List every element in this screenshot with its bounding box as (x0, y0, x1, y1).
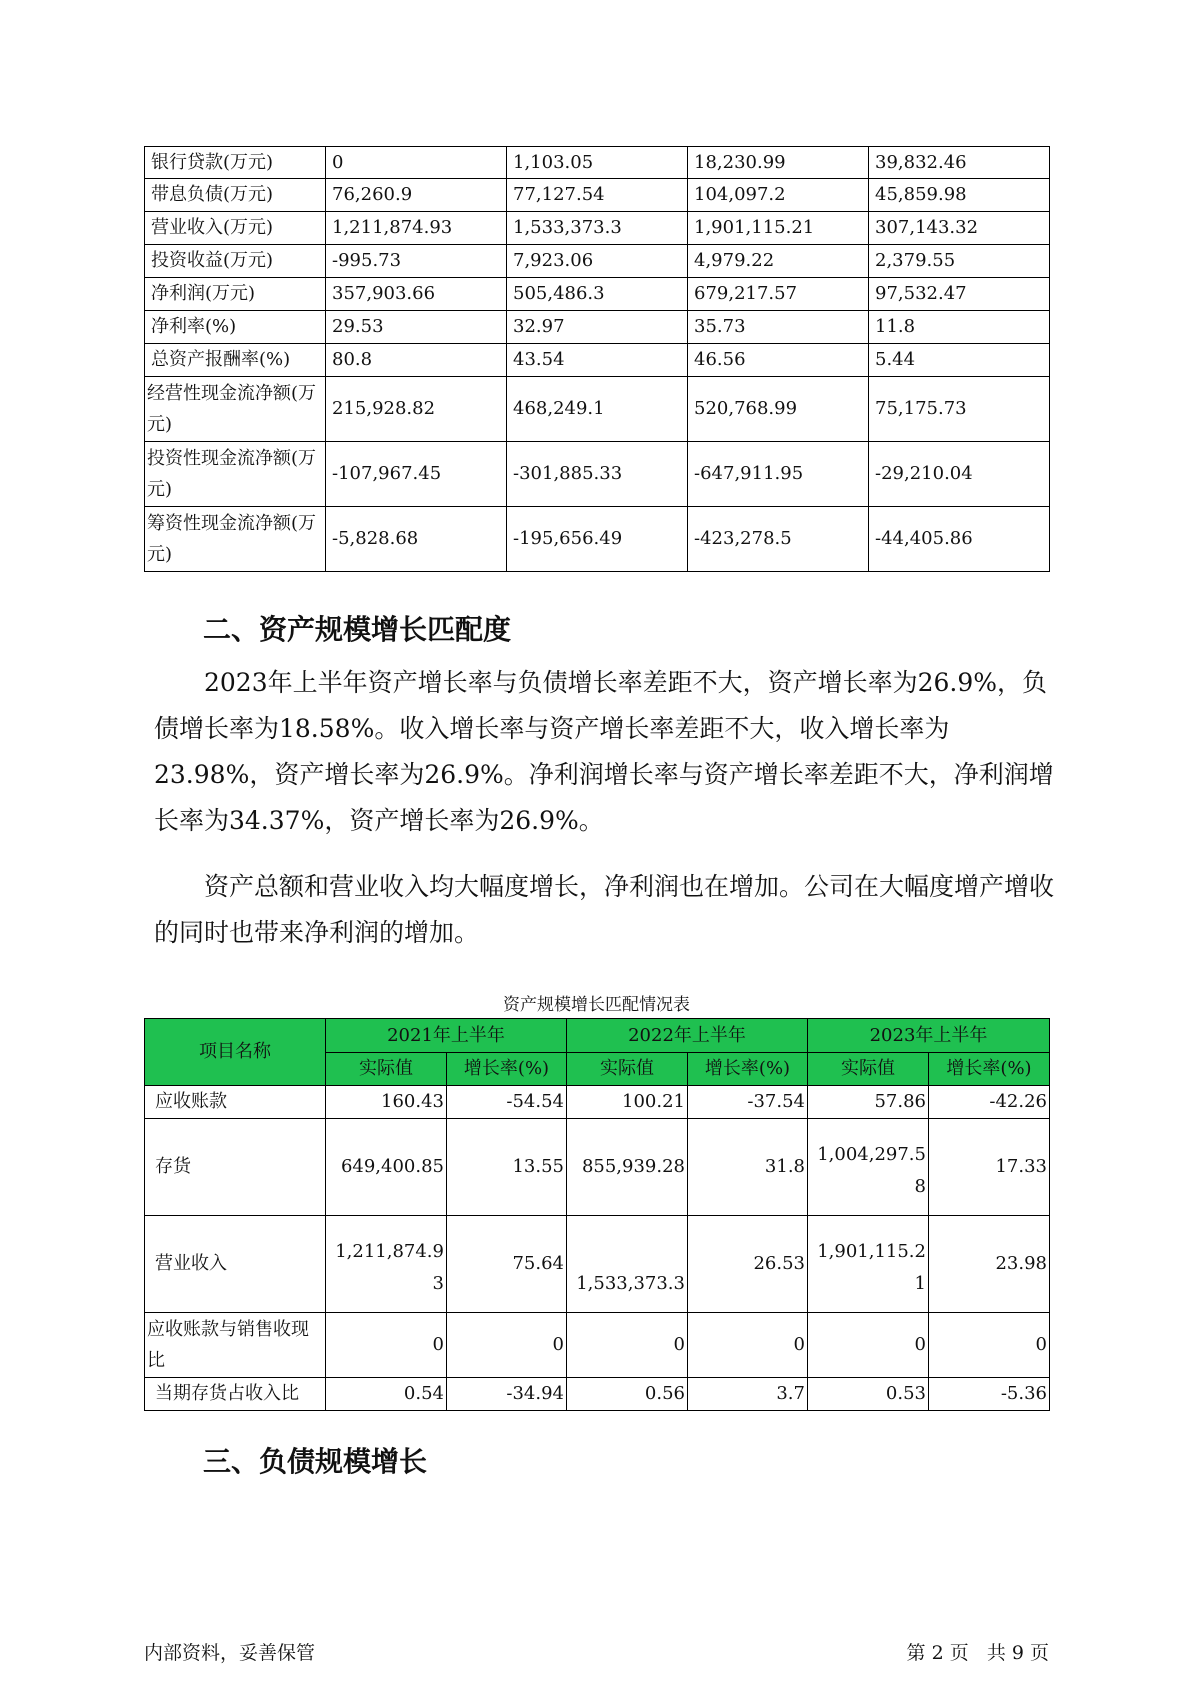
cell: 1,211,874.93 (326, 212, 507, 245)
row-label: 投资收益(万元) (145, 245, 326, 278)
cell: 17.33 (929, 1119, 1050, 1216)
row-label: 筹资性现金流净额(万元) (145, 507, 326, 572)
header-period: 2021年上半年 (326, 1019, 567, 1053)
cell: 0.56 (567, 1378, 688, 1411)
header-actual: 实际值 (567, 1053, 688, 1086)
cell: 1,211,874.93 (326, 1216, 447, 1313)
cell: -301,885.33 (507, 442, 688, 507)
cell: 7,923.06 (507, 245, 688, 278)
table-row (145, 311, 1050, 344)
header-actual: 实际值 (808, 1053, 929, 1086)
row-label: 经营性现金流净额(万元) (145, 377, 326, 442)
cell: 100.21 (567, 1086, 688, 1119)
table-row (145, 1313, 1050, 1378)
cell: 43.54 (507, 344, 688, 377)
cell: 11.8 (869, 311, 1050, 344)
cell: 31.8 (688, 1119, 808, 1216)
header-item-name: 项目名称 (145, 1019, 326, 1086)
footer-confidential: 内部资料，妥善保管 (144, 1642, 316, 1664)
table-row (145, 212, 1050, 245)
cell: 649,400.85 (326, 1119, 447, 1216)
cell: 0 (929, 1313, 1050, 1378)
cell: 39,832.46 (869, 147, 1050, 179)
cell: 0 (447, 1313, 567, 1378)
cell: 0.54 (326, 1378, 447, 1411)
cell: 0 (326, 147, 507, 179)
cell: 855,939.28 (567, 1119, 688, 1216)
cell: 57.86 (808, 1086, 929, 1119)
body-paragraph: 资产总额和营业收入均大幅度增长，净利润也在增加。公司在大幅度增产增收的同时也带来净利润的增加。 (154, 872, 1055, 947)
table-row (145, 344, 1050, 377)
cell: 5.44 (869, 344, 1050, 377)
cell: -107,967.45 (326, 442, 507, 507)
header-period: 2023年上半年 (808, 1019, 1050, 1053)
cell: 46.56 (688, 344, 869, 377)
cell: 307,143.32 (869, 212, 1050, 245)
cell: 0 (688, 1313, 808, 1378)
cell: 80.8 (326, 344, 507, 377)
row-label: 净利润(万元) (145, 278, 326, 311)
row-label: 应收账款与销售收现比 (145, 1313, 326, 1378)
header-period: 2022年上半年 (567, 1019, 808, 1053)
cell: -42.26 (929, 1086, 1050, 1119)
row-label: 存货 (145, 1119, 326, 1216)
cell: -647,911.95 (688, 442, 869, 507)
cell: 679,217.57 (688, 278, 869, 311)
header-growth: 增长率(%) (688, 1053, 808, 1086)
cell: 97,532.47 (869, 278, 1050, 311)
cell: -5,828.68 (326, 507, 507, 572)
financial-indicators-table (144, 146, 1050, 572)
cell: 520,768.99 (688, 377, 869, 442)
cell: 0 (326, 1313, 447, 1378)
cell: 160.43 (326, 1086, 447, 1119)
footer-page-number: 第 2 页 共 9 页 (906, 1642, 1049, 1664)
cell: 0.53 (808, 1378, 929, 1411)
cell: 1,533,373.3 (507, 212, 688, 245)
cell: -37.54 (688, 1086, 808, 1119)
cell: 104,097.2 (688, 179, 869, 212)
cell: -54.54 (447, 1086, 567, 1119)
table-row (145, 442, 1050, 507)
cell: 35.73 (688, 311, 869, 344)
cell: 75,175.73 (869, 377, 1050, 442)
section-heading: 二、资产规模增长匹配度 (203, 613, 512, 646)
cell: 26.53 (688, 1216, 808, 1313)
cell: 32.97 (507, 311, 688, 344)
table-row (145, 147, 1050, 179)
header-growth: 增长率(%) (929, 1053, 1050, 1086)
cell: 1,103.05 (507, 147, 688, 179)
table-row (145, 1086, 1050, 1119)
cell: 468,249.1 (507, 377, 688, 442)
cell: 13.55 (447, 1119, 567, 1216)
cell: -34.94 (447, 1378, 567, 1411)
cell: 1,004,297.58 (808, 1119, 929, 1216)
cell: 76,260.9 (326, 179, 507, 212)
cell: 0 (567, 1313, 688, 1378)
cell: -29,210.04 (869, 442, 1050, 507)
cell: 23.98 (929, 1216, 1050, 1313)
table-row (145, 1119, 1050, 1216)
row-label: 营业收入(万元) (145, 212, 326, 245)
cell: 29.53 (326, 311, 507, 344)
table-row (145, 1378, 1050, 1411)
cell: -995.73 (326, 245, 507, 278)
cell: 77,127.54 (507, 179, 688, 212)
cell: -423,278.5 (688, 507, 869, 572)
table-row (145, 1216, 1050, 1313)
cell: -44,405.86 (869, 507, 1050, 572)
cell: -195,656.49 (507, 507, 688, 572)
row-label: 营业收入 (145, 1216, 326, 1313)
growth-match-table (144, 1018, 1050, 1411)
cell: 0 (808, 1313, 929, 1378)
row-label: 投资性现金流净额(万元) (145, 442, 326, 507)
cell: 75.64 (447, 1216, 567, 1313)
table-row (145, 245, 1050, 278)
cell: 215,928.82 (326, 377, 507, 442)
table-row (145, 278, 1050, 311)
section-heading: 三、负债规模增长 (203, 1445, 428, 1478)
cell: 1,533,373.3 (567, 1216, 688, 1313)
cell: 1,901,115.21 (688, 212, 869, 245)
row-label: 银行贷款(万元) (145, 147, 326, 179)
cell: 1,901,115.21 (808, 1216, 929, 1313)
row-label: 总资产报酬率(%) (145, 344, 326, 377)
table-row (145, 507, 1050, 572)
cell: -5.36 (929, 1378, 1050, 1411)
header-growth: 增长率(%) (447, 1053, 567, 1086)
body-paragraph: 2023年上半年资产增长率与负债增长率差距不大，资产增长率为26.9%，负债增长率为18.58%。收入增长率与资产增长率差距不大，收入增长率为23.98%，资产增长率为26.9%。净利润增长率与资产增长率差距不大，净利润增长率为34.37%，资产增长率为26.9%。 (154, 668, 1054, 835)
header-actual: 实际值 (326, 1053, 447, 1086)
row-label: 当期存货占收入比 (145, 1378, 326, 1411)
cell: 4,979.22 (688, 245, 869, 278)
table-caption: 资产规模增长匹配情况表 (503, 995, 690, 1015)
cell: 2,379.55 (869, 245, 1050, 278)
table-row (145, 377, 1050, 442)
row-label: 净利率(%) (145, 311, 326, 344)
table-header-row (145, 1019, 1050, 1053)
table-row (145, 179, 1050, 212)
cell: 357,903.66 (326, 278, 507, 311)
row-label: 应收账款 (145, 1086, 326, 1119)
cell: 18,230.99 (688, 147, 869, 179)
cell: 505,486.3 (507, 278, 688, 311)
row-label: 带息负债(万元) (145, 179, 326, 212)
cell: 3.7 (688, 1378, 808, 1411)
cell: 45,859.98 (869, 179, 1050, 212)
